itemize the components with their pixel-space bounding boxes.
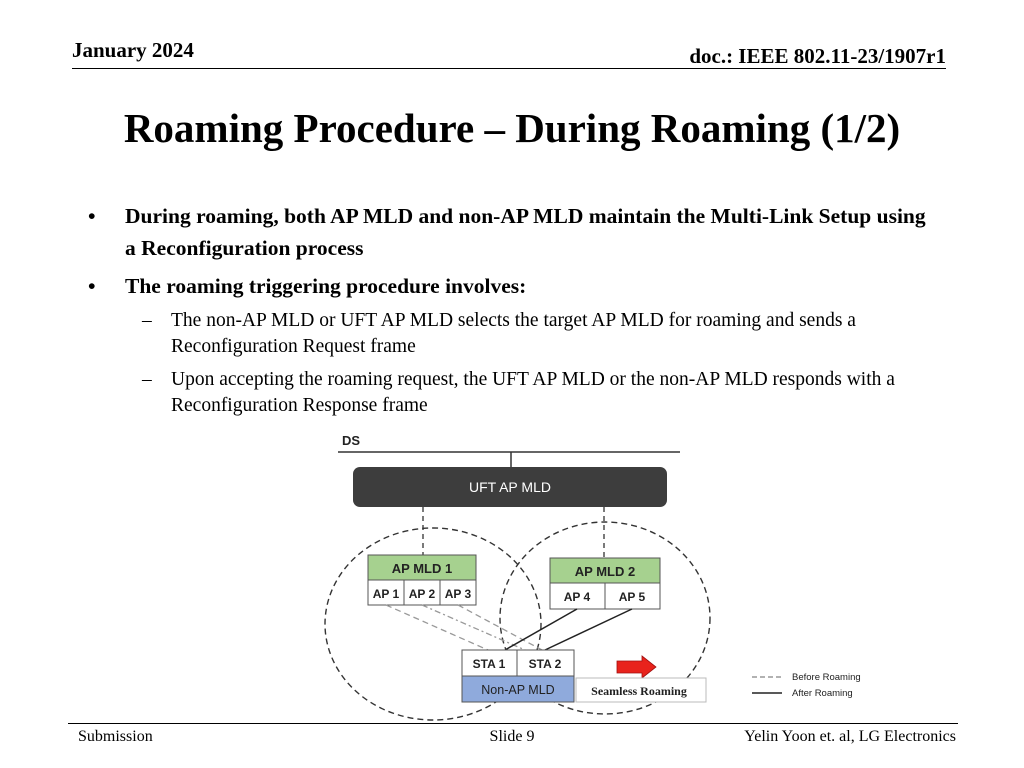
sub-bullet-marker: – (142, 369, 152, 390)
legend-before-label: Before Roaming (792, 672, 861, 683)
sub-bullet-item (142, 367, 928, 419)
sub-bullet-text: The non-AP MLD or UFT AP MLD selects the target AP MLD for roaming and sends a Reconfiguration Request frame (171, 310, 856, 357)
header-date: January 2024 (72, 38, 194, 62)
bullet-list (88, 200, 928, 426)
slide-title: Roaming Procedure – During Roaming (1/2) (123, 105, 901, 151)
footer-submission: Submission (78, 728, 153, 745)
header-divider (72, 68, 946, 69)
bullet-item (88, 200, 928, 264)
roaming-diagram (320, 428, 880, 728)
ap-label: AP 3 (444, 587, 472, 601)
sta-label: STA 1 (472, 657, 506, 671)
bullet-text: The roaming triggering procedure involves: (125, 274, 527, 298)
ap-mld-1-label: AP MLD 1 (391, 561, 453, 576)
sub-bullet-marker: – (142, 310, 152, 331)
header-doc-id: doc.: IEEE 802.11-23/1907r1 (689, 44, 946, 68)
ap-mld-2-label: AP MLD 2 (574, 564, 636, 579)
footer-slide-number: Slide 9 (489, 728, 535, 745)
bullet-item (88, 270, 928, 302)
bullet-marker: • (88, 274, 96, 298)
legend-after-label: After Roaming (792, 688, 853, 699)
seamless-roaming-label: Seamless Roaming (591, 684, 687, 698)
ap-label: AP 4 (563, 590, 591, 604)
bullet-text: During roaming, both AP MLD and non-AP MLD maintain the Multi-Link Setup using a Reconfiguration process (125, 204, 926, 260)
footer-author: Yelin Yoon et. al, LG Electronics (744, 728, 956, 745)
ap-label: AP 2 (408, 587, 436, 601)
after-roaming-link (545, 609, 632, 650)
bullet-marker: • (88, 204, 96, 228)
non-ap-mld-label: Non-AP MLD (481, 683, 555, 697)
ds-label: DS (342, 433, 361, 448)
ap-label: AP 1 (372, 587, 400, 601)
right-arrow-icon (617, 656, 656, 678)
ap-label: AP 5 (618, 590, 646, 604)
sub-bullet-item (142, 308, 928, 360)
footer-divider (68, 723, 958, 724)
sta-label: STA 2 (528, 657, 562, 671)
uft-ap-mld-label: UFT AP MLD (469, 479, 551, 495)
sub-bullet-text: Upon accepting the roaming request, the UFT AP MLD or the non-AP MLD responds with a Reconfiguration Response frame (171, 369, 895, 416)
